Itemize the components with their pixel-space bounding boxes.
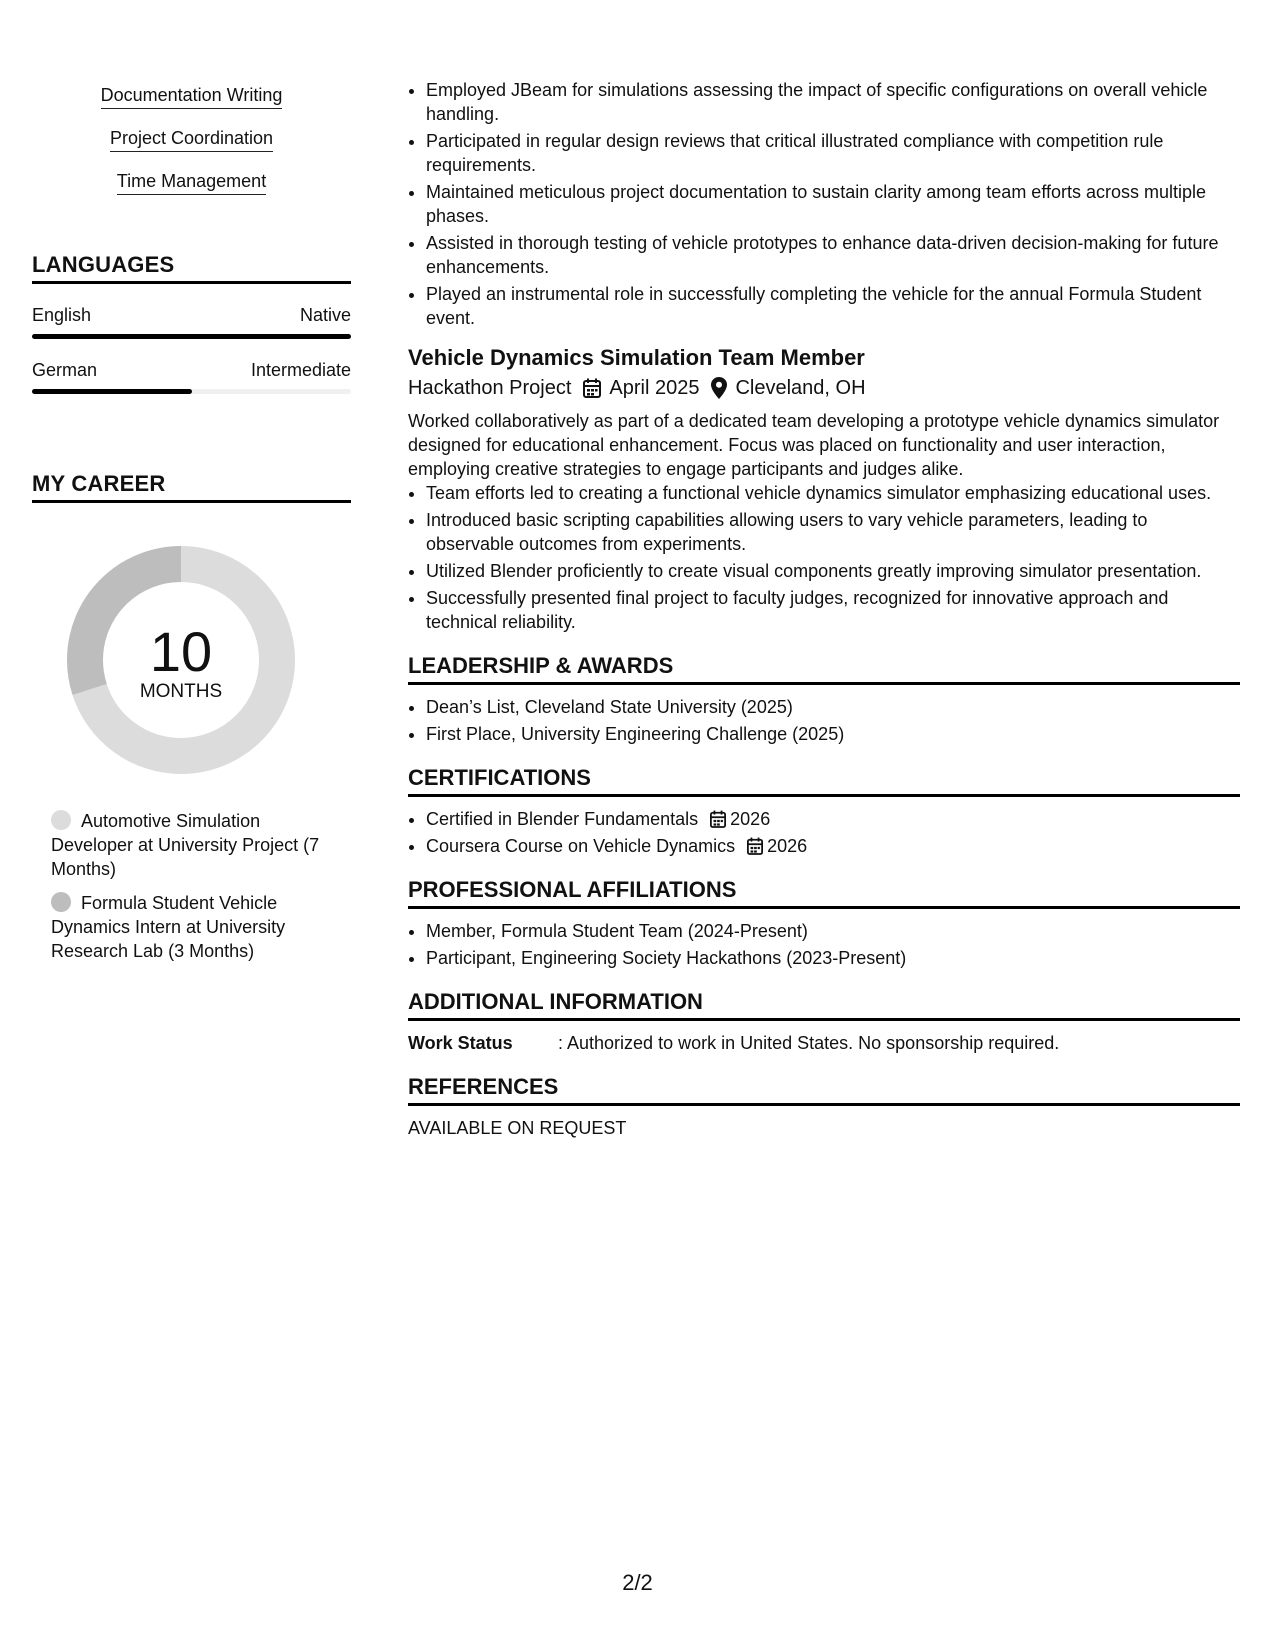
job-org: Hackathon Project bbox=[408, 377, 572, 399]
language-bar bbox=[32, 334, 351, 339]
language-german bbox=[32, 359, 351, 394]
job-bullets bbox=[408, 481, 1240, 634]
previous-job-bullets bbox=[408, 78, 1240, 330]
award-item: • First Place, University Engineering Challenge (2025) bbox=[426, 722, 1240, 746]
skills-list bbox=[32, 84, 351, 213]
language-level: Native bbox=[299, 305, 351, 325]
bullet-item: • Utilized Blender proficiently to create visual components greatly improving simulator presentation. bbox=[426, 559, 1240, 583]
references-text: AVAILABLE ON REQUEST bbox=[408, 1118, 627, 1138]
bullet-item: • Successfully presented final project to faculty judges, recognized for innovative approach and technical reliability. bbox=[426, 586, 1240, 634]
references-heading: REFERENCES bbox=[408, 1073, 1240, 1106]
skill-item: Project Coordination bbox=[110, 127, 273, 152]
skill-item: Documentation Writing bbox=[101, 84, 283, 109]
career-legend bbox=[32, 809, 351, 963]
certifications-list bbox=[408, 807, 1240, 858]
affiliation-item: • Member, Formula Student Team (2024-Present) bbox=[426, 919, 1240, 943]
language-bar-fill bbox=[32, 334, 351, 339]
career-total: 10 bbox=[149, 620, 213, 683]
award-item: • Dean’s List, Cleveland State University (2025) bbox=[426, 695, 1240, 719]
calendar-icon bbox=[710, 810, 726, 828]
certification-item bbox=[426, 807, 1240, 831]
legend-dot bbox=[51, 810, 71, 830]
career-legend-item bbox=[51, 891, 321, 963]
bullet-item: • Introduced basic scripting capabilities allowing users to vary vehicle parameters, leading to observable outcomes from experiments. bbox=[426, 508, 1240, 556]
awards-list bbox=[408, 695, 1240, 746]
career-donut bbox=[66, 545, 296, 775]
bullet-item: • Assisted in thorough testing of vehicle prototypes to enhance data-driven decision-making for future enhancements. bbox=[426, 231, 1240, 279]
work-status-label: Work Status bbox=[408, 1033, 513, 1053]
bullet-item: • Maintained meticulous project documentation to sustain clarity among team efforts across multiple phases. bbox=[426, 180, 1240, 228]
career-legend-label: Automotive Simulation Developer at University Project (7 Months) bbox=[51, 811, 320, 879]
bullet-item: • Played an instrumental role in successfully completing the vehicle for the annual Formula Student event. bbox=[426, 282, 1240, 330]
job-date: April 2025 bbox=[609, 377, 700, 399]
job-location: Cleveland, OH bbox=[735, 377, 866, 399]
certification-year: 2026 bbox=[767, 836, 808, 856]
language-level: Intermediate bbox=[250, 360, 351, 380]
certifications-heading: CERTIFICATIONS bbox=[408, 764, 1240, 797]
affiliations-heading: PROFESSIONAL AFFILIATIONS bbox=[408, 876, 1240, 909]
job-meta bbox=[408, 375, 1240, 401]
location-pin-icon bbox=[711, 377, 727, 399]
career-unit: MONTHS bbox=[139, 681, 223, 702]
career-legend-label: Formula Student Vehicle Dynamics Intern at University Research Lab (3 Months) bbox=[51, 893, 286, 961]
affiliation-item: • Participant, Engineering Society Hackathons (2023-Present) bbox=[426, 946, 1240, 970]
calendar-icon bbox=[747, 837, 763, 855]
language-english bbox=[32, 304, 351, 339]
job-title: Vehicle Dynamics Simulation Team Member bbox=[408, 345, 865, 370]
sidebar bbox=[32, 84, 351, 963]
language-bar bbox=[32, 389, 351, 394]
job-description: Worked collaboratively as part of a dedicated team developing a prototype vehicle dynamics simulator designed for educational enhancement. Focus was placed on functionality and user interaction, employing creative strategies to engage participants and judges alike. bbox=[408, 411, 1220, 479]
language-name: English bbox=[32, 305, 92, 325]
language-name: German bbox=[32, 360, 98, 380]
work-status-value: : Authorized to work in United States. No sponsorship required. bbox=[558, 1033, 1060, 1053]
main-content bbox=[408, 78, 1240, 1140]
page-number: 2/2 bbox=[622, 1570, 653, 1595]
languages-heading: LANGUAGES bbox=[32, 251, 351, 284]
certification-name: Coursera Course on Vehicle Dynamics bbox=[426, 836, 736, 856]
certification-name: Certified in Blender Fundamentals bbox=[426, 809, 699, 829]
awards-heading: LEADERSHIP & AWARDS bbox=[408, 652, 1240, 685]
certification-item bbox=[426, 834, 1240, 858]
career-heading: MY CAREER bbox=[32, 470, 351, 503]
career-legend-item bbox=[51, 809, 321, 881]
bullet-item: • Employed JBeam for simulations assessing the impact of specific configurations on overall vehicle handling. bbox=[426, 78, 1240, 126]
legend-dot bbox=[51, 892, 71, 912]
affiliations-list bbox=[408, 919, 1240, 970]
calendar-icon bbox=[583, 378, 601, 398]
certification-year: 2026 bbox=[730, 809, 771, 829]
additional-info-heading: ADDITIONAL INFORMATION bbox=[408, 988, 1240, 1021]
bullet-item: • Team efforts led to creating a functional vehicle dynamics simulator emphasizing educational uses. bbox=[426, 481, 1240, 505]
language-bar-fill bbox=[32, 389, 192, 394]
work-status-row bbox=[408, 1031, 1240, 1055]
bullet-item: • Participated in regular design reviews that critical illustrated compliance with competition rule requirements. bbox=[426, 129, 1240, 177]
skill-item: Time Management bbox=[117, 170, 266, 195]
